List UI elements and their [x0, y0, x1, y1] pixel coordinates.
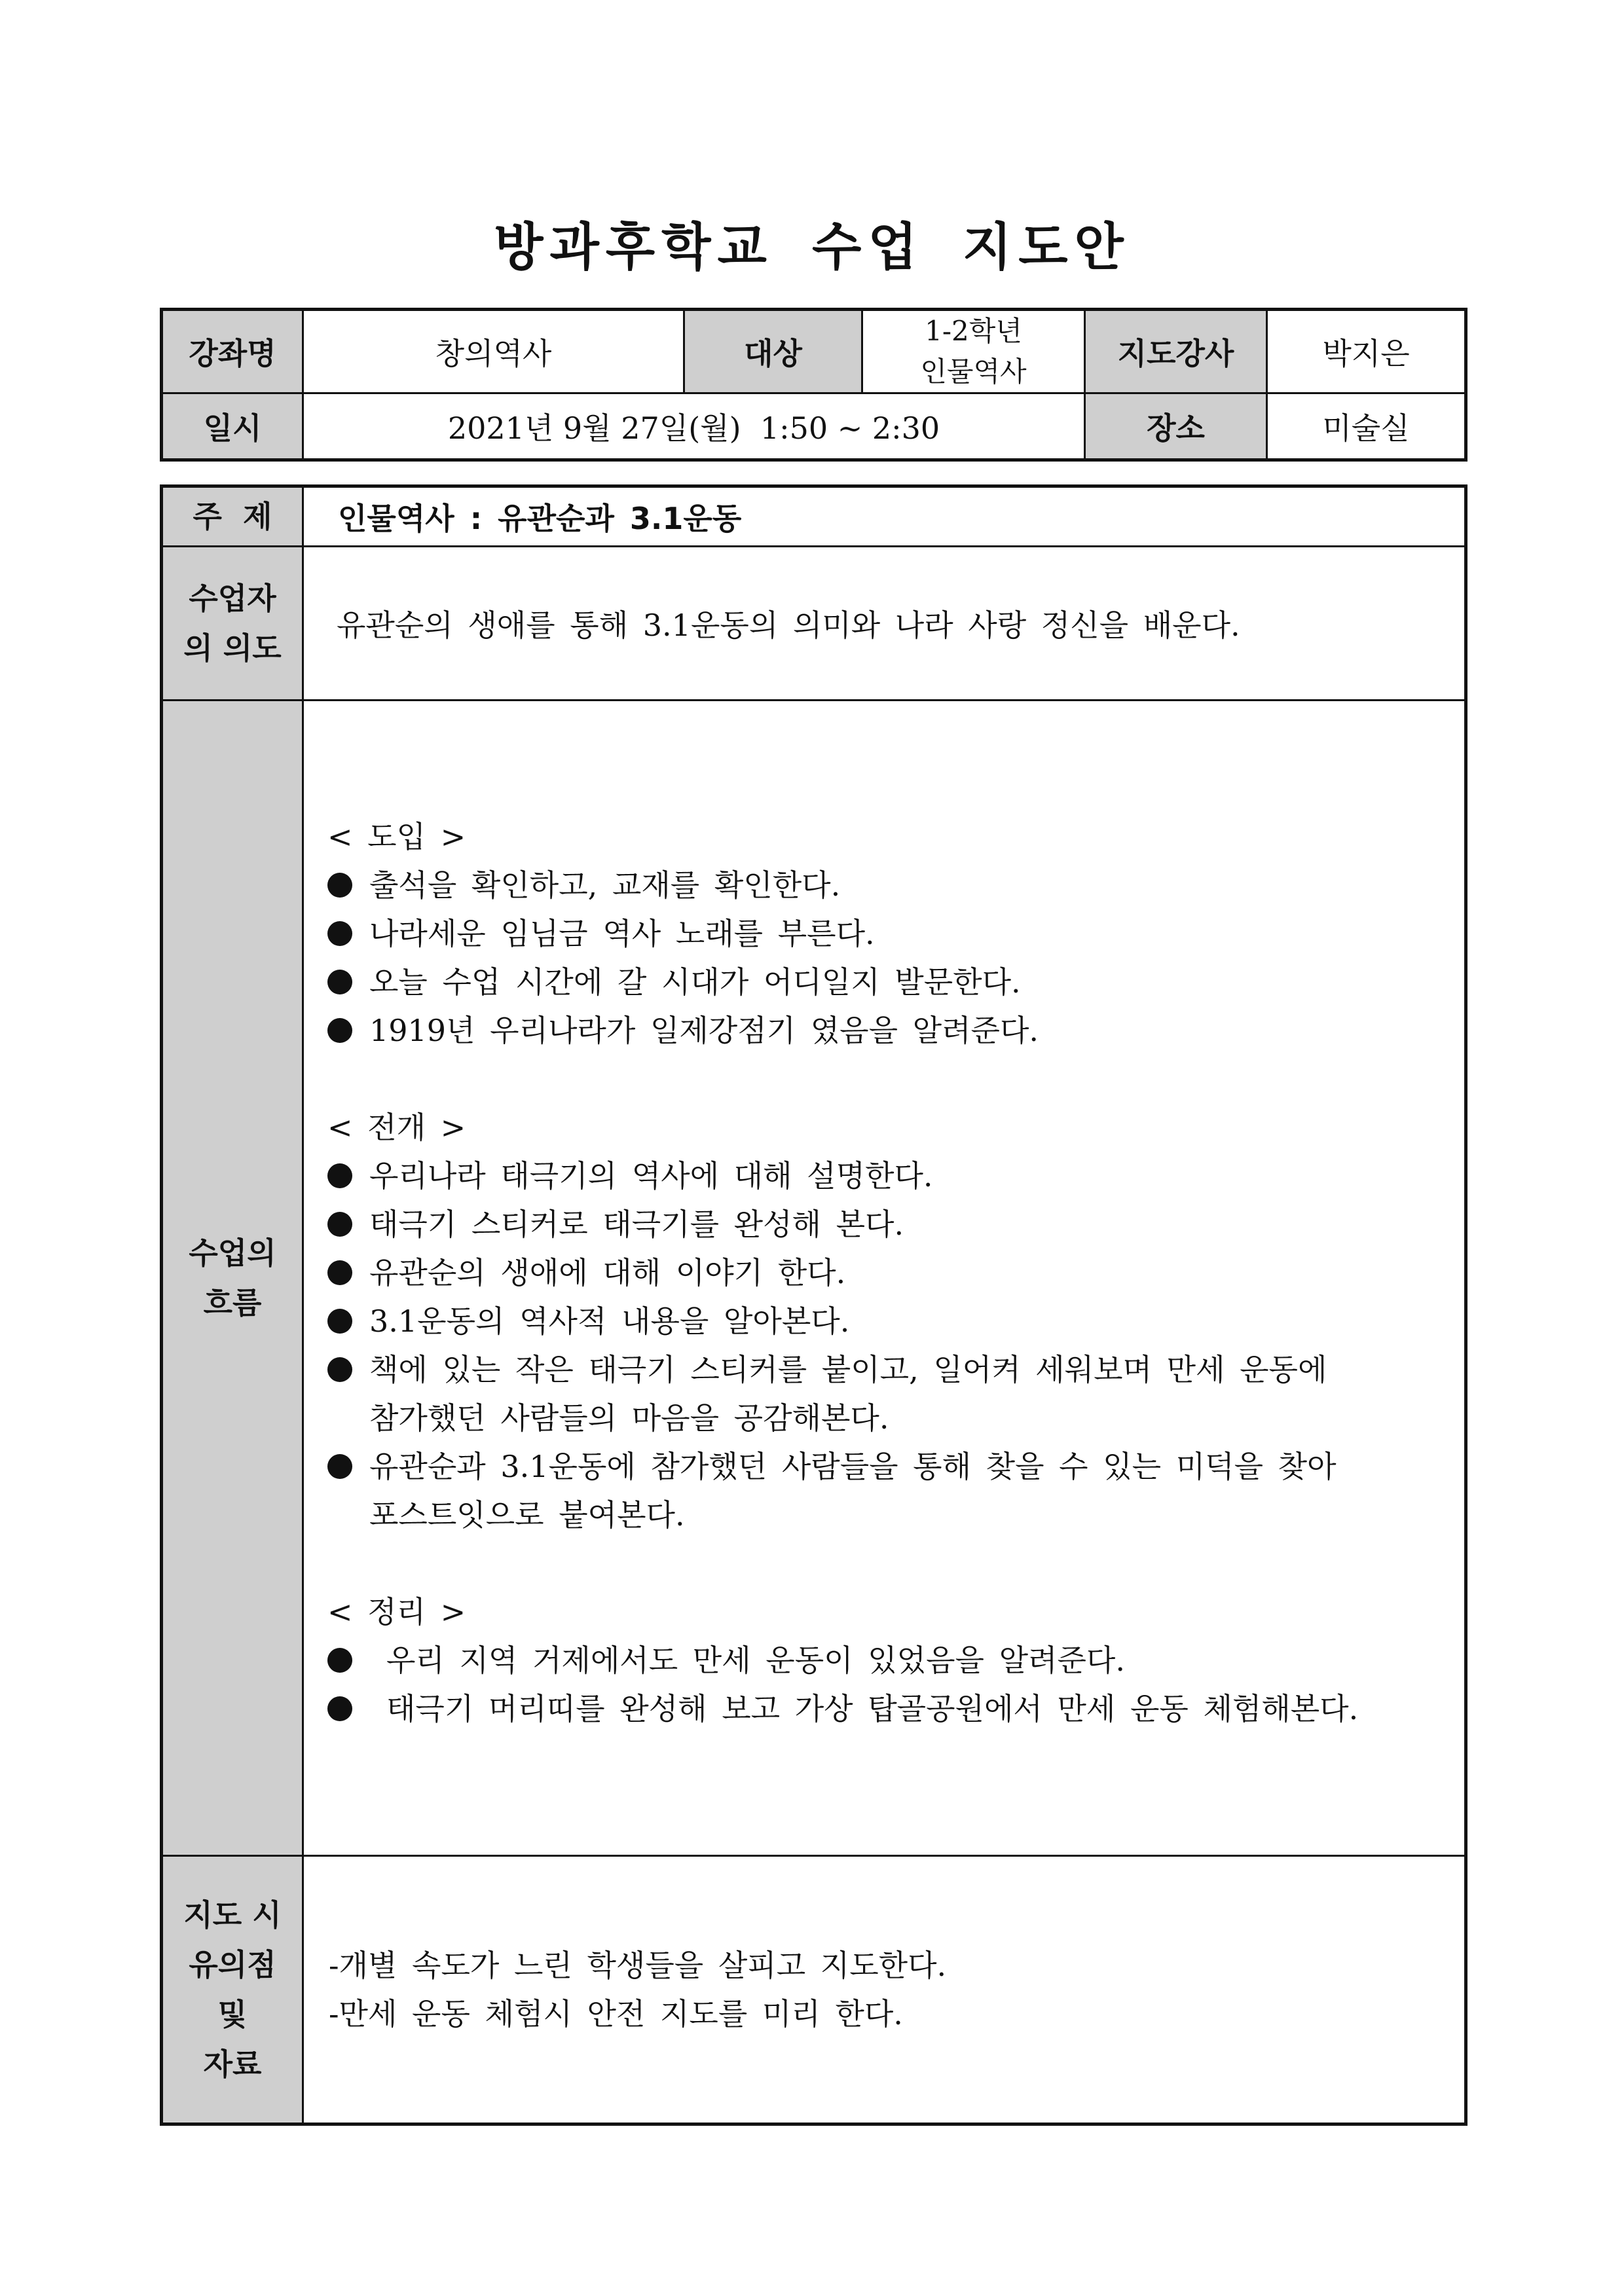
- flow-content: [303, 701, 1466, 1856]
- notes-label-line2: 유의점: [189, 1947, 276, 1982]
- bullet-icon: [327, 1648, 352, 1673]
- bullet-icon: [327, 1163, 352, 1188]
- list-item: [327, 1685, 1464, 1733]
- bullet-icon: [327, 970, 352, 994]
- list-item: [327, 1200, 1464, 1248]
- summary-heading: < 정리 >: [327, 1594, 466, 1630]
- notes-line: -개별 속도가 느린 학생들을 살피고 지도한다.: [329, 1948, 947, 1983]
- bullet-icon: [327, 1018, 352, 1043]
- bullet-icon: [327, 921, 352, 946]
- list-item-text: 유관순의 생애에 대해 이야기 한다.: [369, 1255, 846, 1290]
- intro-section: [327, 812, 1464, 1055]
- flow-label-line2: 흐름: [203, 1285, 262, 1321]
- topic-label: 주 제: [162, 486, 303, 547]
- course-label: 강좌명: [162, 310, 303, 393]
- notes-label-line1: 지도 시: [183, 1897, 282, 1933]
- list-item-text: 3.1운동의 역사적 내용을 알아본다.: [369, 1303, 850, 1339]
- bullet-icon: [327, 1260, 352, 1285]
- list-item-line: 유관순과 3.1운동에 참가했던 사람들을 통해 찾을 수 있는 미덕을 찾아: [369, 1449, 1337, 1484]
- instructor-label: 지도강사: [1085, 310, 1267, 393]
- list-item-text: 나라세운 임님금 역사 노래를 부른다.: [369, 916, 875, 951]
- target-label: 대상: [684, 310, 862, 393]
- list-item-text: 1919년 우리나라가 일제강점기 였음을 알려준다.: [369, 1013, 1039, 1048]
- notes-label-line4: 자료: [203, 2047, 262, 2082]
- page-title: 방과후학교 수업 지도안: [494, 218, 1130, 277]
- bullet-icon: [327, 873, 352, 898]
- development-heading: < 전개 >: [327, 1110, 466, 1145]
- lesson-plan-table: [160, 484, 1467, 2126]
- list-item: [327, 1636, 1464, 1685]
- intent-label: [162, 547, 303, 701]
- notes-line: -만세 운동 체험시 안전 지도를 미리 한다.: [329, 1996, 903, 2032]
- development-section: [327, 1103, 1464, 1539]
- notes-label: [162, 1856, 303, 2124]
- target-grade: 1-2학년: [925, 315, 1022, 347]
- course-value: 창의역사: [303, 310, 684, 393]
- bullet-icon: [327, 1696, 352, 1721]
- list-item-text: 출석을 확인하고, 교재를 확인한다.: [369, 867, 841, 903]
- target-class: 인물역사: [920, 355, 1027, 388]
- intent-label-line2: 의 의도: [183, 630, 282, 666]
- flow-label-line1: 수업의: [189, 1235, 276, 1271]
- bullet-icon: [327, 1212, 352, 1237]
- list-item-line: 포스트잇으로 붙여본다.: [369, 1497, 685, 1533]
- datetime-label: 일시: [162, 393, 303, 460]
- place-value: 미술실: [1267, 393, 1466, 460]
- list-item: [327, 1152, 1464, 1200]
- list-item: [327, 861, 1464, 909]
- intent-label-line1: 수업자: [189, 581, 276, 616]
- list-item: [327, 958, 1464, 1006]
- list-item-text: [369, 1345, 1327, 1442]
- topic-value: 인물역사 : 유관순과 3.1운동: [303, 486, 1466, 547]
- summary-section: [327, 1588, 1464, 1733]
- place-label: 장소: [1085, 393, 1267, 460]
- lesson-info-table: [160, 308, 1467, 462]
- intent-value: 유관순의 생애를 통해 3.1운동의 의미와 나라 사랑 정신을 배운다.: [303, 547, 1466, 701]
- datetime-value: 2021년 9월 27일(월) 1:50 ~ 2:30: [303, 393, 1085, 460]
- list-item-text: 태극기 스티커로 태극기를 완성해 본다.: [369, 1207, 904, 1242]
- notes-content: [303, 1856, 1466, 2124]
- list-item-line: 책에 있는 작은 태극기 스티커를 붙이고, 일어켜 세워보며 만세 운동에: [369, 1352, 1327, 1387]
- bullet-icon: [327, 1454, 352, 1479]
- list-item: [327, 1006, 1464, 1055]
- list-item-text: 우리나라 태극기의 역사에 대해 설명한다.: [369, 1158, 933, 1194]
- list-item: [327, 1345, 1464, 1442]
- list-item: [327, 909, 1464, 958]
- list-item: [327, 1442, 1464, 1539]
- bullet-icon: [327, 1357, 352, 1382]
- instructor-value: 박지은: [1267, 310, 1466, 393]
- list-item: [327, 1248, 1464, 1297]
- notes-label-line3: 및: [217, 1997, 248, 2032]
- list-item-text: 오늘 수업 시간에 갈 시대가 어디일지 발문한다.: [369, 964, 1021, 1000]
- list-item-line: 참가했던 사람들의 마음을 공감해본다.: [369, 1400, 889, 1436]
- target-value: [862, 310, 1085, 393]
- list-item-text: 우리 지역 거제에서도 만세 운동이 있었음을 알려준다.: [386, 1643, 1125, 1678]
- list-item: [327, 1297, 1464, 1345]
- list-item-text: [369, 1442, 1337, 1539]
- bullet-icon: [327, 1309, 352, 1334]
- intro-heading: < 도입 >: [327, 819, 466, 854]
- list-item-text: 태극기 머리띠를 완성해 보고 가상 탑골공원에서 만세 운동 체험해본다.: [386, 1691, 1359, 1726]
- flow-label: [162, 701, 303, 1856]
